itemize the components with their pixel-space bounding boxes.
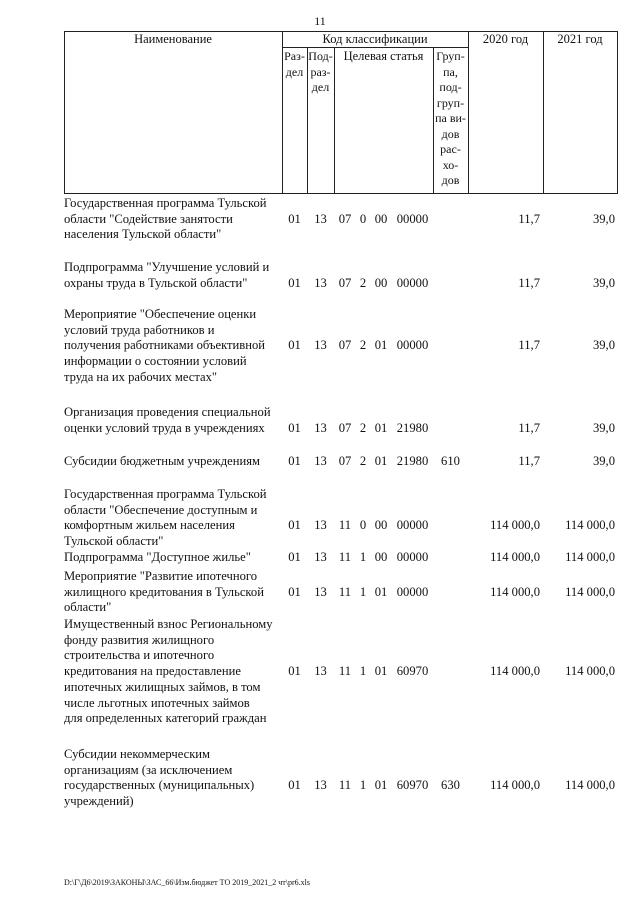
- header-year-2020: 2020 год: [482, 32, 529, 46]
- event-code: 00: [374, 518, 388, 533]
- amount-2021: 114 000,0: [565, 664, 615, 679]
- subprogram-code: 1: [359, 584, 367, 599]
- program-code: 11: [338, 518, 352, 533]
- header-subsection: Под- раз- дел: [308, 49, 333, 94]
- program-code: 11: [338, 778, 352, 793]
- direction-code: 00000: [396, 275, 429, 290]
- program-code: 07: [338, 420, 352, 435]
- header-expense-group: Груп- па, под- груп- па ви- дов рас- хо- дов: [435, 49, 466, 187]
- row-name: Государственная программа Тульской области "Обеспечение доступным и комфортным жильем населения Тульской области": [64, 487, 267, 549]
- amount-2020: 114 000,0: [490, 518, 540, 533]
- direction-code: 21980: [396, 454, 429, 468]
- program-code: 07: [338, 275, 352, 290]
- direction-code: 00000: [396, 518, 429, 533]
- section-code: 01: [288, 550, 301, 564]
- section-code: 01: [288, 664, 301, 679]
- amount-2021: 39,0: [592, 275, 615, 290]
- program-code: 11: [338, 664, 352, 679]
- program-code: 11: [338, 584, 352, 599]
- amount-2020: 114 000,0: [490, 664, 540, 679]
- subsection-code: 13: [314, 778, 327, 793]
- program-code: 07: [338, 211, 352, 226]
- event-code: 01: [374, 778, 388, 793]
- subprogram-code: 2: [359, 275, 367, 290]
- subprogram-code: 2: [359, 454, 367, 468]
- section-code: 01: [288, 275, 301, 290]
- subsection-code: 13: [314, 518, 327, 533]
- row-name: Мероприятие "Обеспечение оценки условий труда работников и получения работниками объективной информации о состоянии условий труда на их рабочих местах": [64, 307, 265, 384]
- row-name: Субсидии некоммерческим организациям (за исключением государственных (муниципальных) учреждений): [64, 747, 255, 809]
- direction-code: 00000: [396, 211, 429, 226]
- section-code: 01: [288, 420, 301, 435]
- direction-code: 00000: [396, 338, 429, 353]
- header-target-item: Целевая статья: [343, 49, 424, 63]
- amount-2021: 114 000,0: [565, 550, 615, 564]
- amount-2021: 114 000,0: [565, 584, 615, 599]
- subsection-code: 13: [314, 584, 327, 599]
- subprogram-code: 0: [359, 518, 367, 533]
- header-name: Наименование: [134, 32, 212, 46]
- amount-2020: 11,7: [518, 420, 540, 435]
- amount-2021: 39,0: [592, 211, 615, 226]
- amount-2020: 114 000,0: [490, 550, 540, 564]
- section-code: 01: [288, 211, 301, 226]
- event-code: 00: [374, 275, 388, 290]
- subsection-code: 13: [314, 420, 327, 435]
- direction-code: 60970: [396, 778, 429, 793]
- row-name: Организация проведения специальной оценки условий труда в учреждениях: [64, 405, 271, 435]
- direction-code: 00000: [396, 550, 429, 564]
- amount-2020: 114 000,0: [490, 584, 540, 599]
- row-name: Государственная программа Тульской области "Содействие занятости населения Тульской области": [64, 196, 267, 242]
- amount-2021: 39,0: [592, 338, 615, 353]
- event-code: 01: [374, 584, 388, 599]
- subsection-code: 13: [314, 211, 327, 226]
- direction-code: 00000: [396, 584, 429, 599]
- subprogram-code: 2: [359, 420, 367, 435]
- amount-2020: 11,7: [518, 454, 540, 468]
- amount-2020: 11,7: [518, 211, 540, 226]
- section-code: 01: [288, 584, 301, 599]
- section-code: 01: [288, 338, 301, 353]
- amount-2020: 114 000,0: [490, 778, 540, 793]
- row-name: Имущественный взнос Региональному фонду развития жилищного строительства и ипотечного кредитования на предоставление ипотечных жилищных займов, в том числе льготных ипотечных займов для определенных категорий граждан: [64, 617, 273, 726]
- section-code: 01: [288, 454, 301, 468]
- row-name: Мероприятие "Развитие ипотечного жилищного кредитования в Тульской области": [64, 569, 264, 615]
- event-code: 01: [374, 338, 388, 353]
- amount-2021: 114 000,0: [565, 778, 615, 793]
- subsection-code: 13: [314, 275, 327, 290]
- section-code: 01: [288, 518, 301, 533]
- header-year-2021: 2021 год: [557, 32, 603, 46]
- event-code: 00: [374, 211, 388, 226]
- subprogram-code: 1: [359, 664, 367, 679]
- amount-2020: 11,7: [518, 275, 540, 290]
- subprogram-code: 0: [359, 211, 367, 226]
- subsection-code: 13: [314, 454, 327, 468]
- row-name: Подпрограмма "Доступное жилье": [64, 550, 251, 564]
- event-code: 01: [374, 454, 388, 468]
- subprogram-code: 1: [359, 550, 367, 564]
- section-code: 01: [288, 778, 301, 793]
- subprogram-code: 1: [359, 778, 367, 793]
- subsection-code: 13: [314, 664, 327, 679]
- expense-type-code: 630: [441, 778, 460, 793]
- amount-2021: 39,0: [592, 454, 615, 468]
- direction-code: 60970: [396, 664, 429, 679]
- subsection-code: 13: [314, 550, 327, 564]
- header-section: Раз- дел: [284, 49, 305, 79]
- direction-code: 21980: [396, 420, 429, 435]
- expense-type-code: 610: [441, 454, 460, 468]
- subsection-code: 13: [314, 338, 327, 353]
- program-code: 07: [338, 338, 352, 353]
- header-classification: Код классификации: [322, 32, 428, 46]
- amount-2021: 39,0: [592, 420, 615, 435]
- event-code: 01: [374, 420, 388, 435]
- subprogram-code: 2: [359, 338, 367, 353]
- event-code: 01: [374, 664, 388, 679]
- file-path-footer: D:\Г\Д6\2019\ЗАКОНЫ\ЗАС_66\Изм.бюджет ТО 2019_2021_2 чт\pr6.xls: [64, 878, 310, 887]
- program-code: 07: [338, 454, 352, 468]
- row-name: Субсидии бюджетным учреждениям: [64, 454, 260, 468]
- event-code: 00: [374, 550, 388, 564]
- page-number: 11: [314, 14, 326, 28]
- row-name: Подпрограмма "Улучшение условий и охраны труда в Тульской области": [64, 260, 270, 290]
- amount-2021: 114 000,0: [565, 518, 615, 533]
- amount-2020: 11,7: [518, 338, 540, 353]
- program-code: 11: [338, 550, 352, 564]
